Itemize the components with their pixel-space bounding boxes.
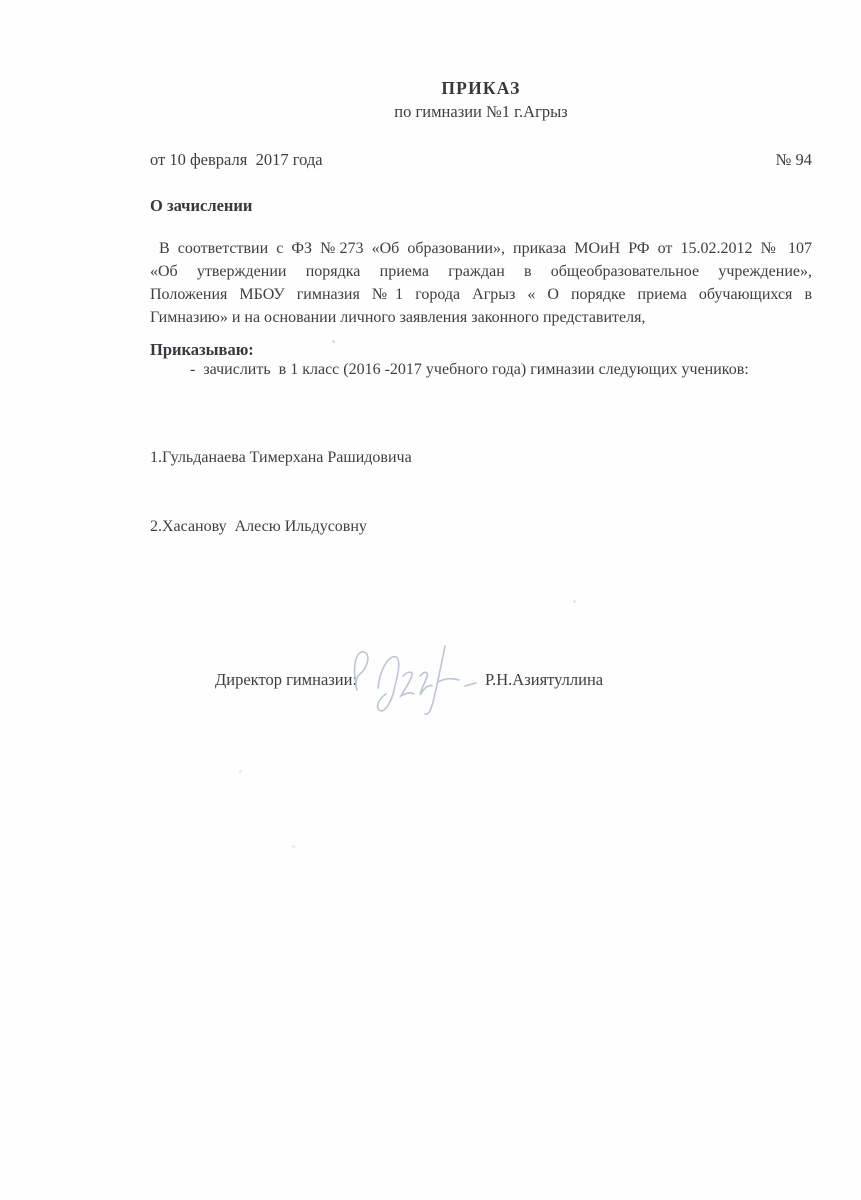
order-heading: Приказываю:	[150, 340, 254, 359]
paragraph-line: «Об утверждении порядка приема граждан в общеобразовательное учреждение»,	[150, 263, 812, 280]
student-list-item: 2.Хасанову Алесю Ильдусовну	[150, 518, 367, 535]
preamble-paragraph	[150, 237, 812, 329]
order-number: № 94	[775, 150, 812, 169]
paragraph-line: Положения МБОУ гимназия №1 города Агрыз « О порядке приема обучающихся в	[150, 286, 812, 303]
scan-speck	[332, 340, 335, 343]
document-content	[150, 0, 812, 690]
scan-speck	[573, 600, 576, 603]
students-list	[150, 400, 812, 584]
signature-label: Директор гимназии:	[215, 670, 358, 689]
date-number-row	[150, 150, 812, 170]
signature-row	[150, 670, 812, 690]
handwritten-signature-icon	[348, 640, 483, 722]
signature-name: Р.Н.Азиятуллина	[485, 670, 604, 689]
document-title: ПРИКАЗ	[441, 78, 521, 98]
order-date: от 10 февраля 2017 года	[150, 150, 323, 169]
scan-speck	[239, 770, 242, 773]
document-subtitle: по гимназии №1 г.Агрыз	[394, 102, 568, 121]
paragraph-line: В соответствии с ФЗ №273 «Об образовании», приказа МОиН РФ от 15.02.2012 № 107	[159, 240, 812, 257]
student-list-item: 1.Гульданаева Тимерхана Рашидовича	[150, 449, 412, 466]
paragraph-line: Гимназию» и на основании личного заявления законного представителя,	[150, 309, 646, 326]
subject-heading: О зачислении	[150, 196, 253, 215]
order-item: - зачислить в 1 класс (2016 -2017 учебного года) гимназии следующих учеников:	[190, 361, 749, 378]
scan-speck	[292, 845, 295, 848]
